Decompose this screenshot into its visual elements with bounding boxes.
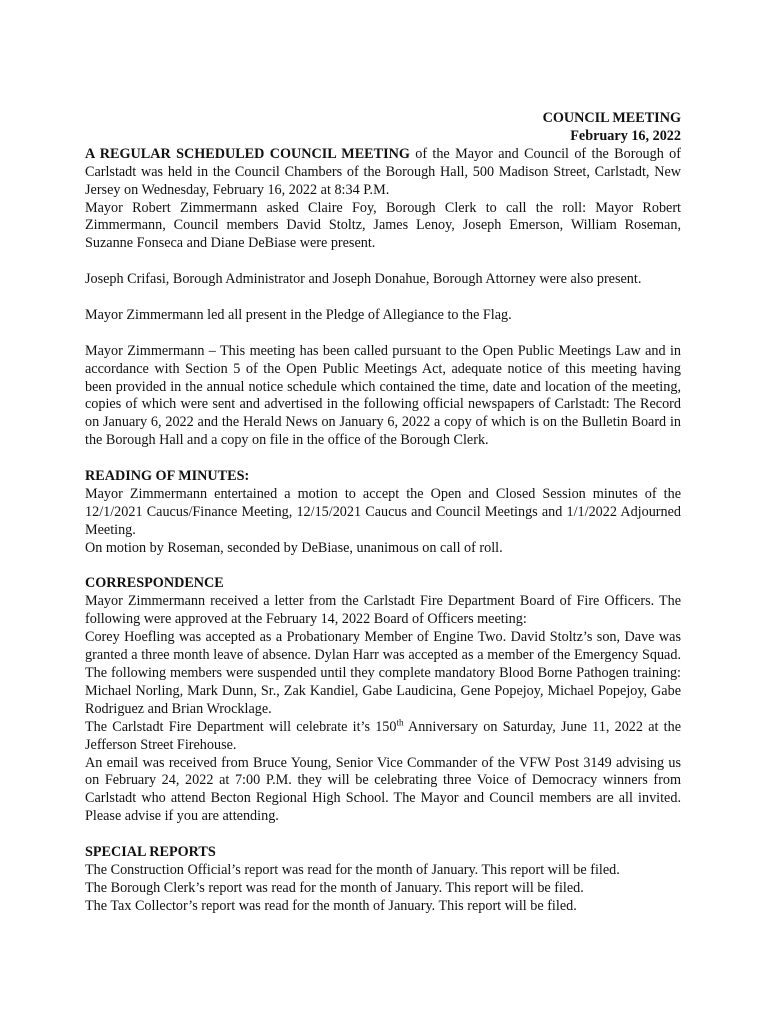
correspondence-email: An email was received from Bruce Young, Senior Vice Commander of the VFW Post 3149 advising us on February 24, 2022 at 7:00 P.M. they will be celebrating three Voice of Democracy winners from Carlstadt who attend Becton Regional High School. The Mayor and Council members are all invited. Please advise if you are attending. (85, 754, 681, 825)
special-report-line: The Borough Clerk’s report was read for the month of January. This report will be filed. (85, 879, 584, 896)
correspondence-anniversary (85, 719, 681, 755)
correspondence-letter: Mayor Zimmermann received a letter from the Carlstadt Fire Department Board of Fire Officers. The following were approved at the February 14, 2022 Board of Officers meeting: (85, 593, 681, 628)
special-report-line: The Tax Collector’s report was read for the month of January. This report will be filed. (85, 897, 577, 914)
document-header (85, 110, 681, 146)
document-body (85, 110, 681, 916)
roll-call-paragraph: Mayor Robert Zimmermann asked Claire Foy, Borough Clerk to call the roll: Mayor Robert Zimmermann, Council members David Stoltz, James Lenoy, Joseph Emerson, William Roseman, Suzanne Fonseca and Diane DeBiase were present. (85, 199, 681, 252)
anniversary-sup: th (396, 717, 404, 727)
meeting-title: COUNCIL MEETING (542, 110, 681, 126)
anniversary-pre: The Carlstadt Fire Department will celebrate it’s 150 (85, 718, 397, 735)
intro-paragraph (85, 146, 681, 200)
minutes-motion: Mayor Zimmermann entertained a motion to accept the Open and Closed Session minutes of the 12/1/2021 Caucus/Finance Meeting, 12/15/2021 Caucus and Council Meetings and 1/1/2022 Adjourned Meeting. (85, 485, 681, 538)
anniversary-post: Anniversary on Saturday, June 11, 2022 at the Jefferson Street Firehouse. (85, 718, 681, 753)
open-meetings-paragraph: Mayor Zimmermann – This meeting has been called pursuant to the Open Public Meetings Law and in accordance with Section 5 of the Open Public Meetings Act, adequate notice of this meeting having been provided in the annual notice schedule which contained the time, date and location of the meeting, copies of which were sent and advertised in the following official newspapers of Carlstadt: The Record on January 6, 2022 and the Herald News on January 6, 2022 a copy of which is on the Bulletin Board in the Borough Hall and a copy on file in the office of the Borough Clerk. (85, 342, 681, 449)
minutes-heading: READING OF MINUTES: (85, 468, 250, 485)
intro-rest: of the Mayor and Council of the Borough of Carlstadt was held in the Council Chambers of the Borough Hall, 500 Madison Street, Carlstadt, New Jersey on Wednesday, February 16, 2022 at 8:34 P.M. (85, 145, 681, 198)
also-present-paragraph: Joseph Crifasi, Borough Administrator and Joseph Donahue, Borough Attorney were also present. (85, 271, 642, 288)
correspondence-heading: CORRESPONDENCE (85, 575, 224, 592)
correspondence-members: Corey Hoefling was accepted as a Probationary Member of Engine Two. David Stoltz’s son, Dave was granted a three month leave of absence. Dylan Harr was accepted as a member of the Emergency Squad. The following members were suspended until they complete mandatory Blood Borne Pathogen training: Michael Norling, Mark Dunn, Sr., Zak Kandiel, Gabe Laudicina, Gene Popejoy, Michael Popejoy, Gabe Rodriguez and Brian Wrocklage. (85, 629, 681, 717)
meeting-date: February 16, 2022 (570, 127, 681, 144)
special-reports-heading: SPECIAL REPORTS (85, 844, 216, 861)
minutes-vote: On motion by Roseman, seconded by DeBiase, unanimous on call of roll. (85, 539, 503, 556)
pledge-paragraph: Mayor Zimmermann led all present in the Pledge of Allegiance to the Flag. (85, 306, 512, 323)
intro-lead: A REGULAR SCHEDULED COUNCIL MEETING (85, 145, 410, 162)
special-report-line: The Construction Official’s report was read for the month of January. This report will be filed. (85, 861, 620, 878)
